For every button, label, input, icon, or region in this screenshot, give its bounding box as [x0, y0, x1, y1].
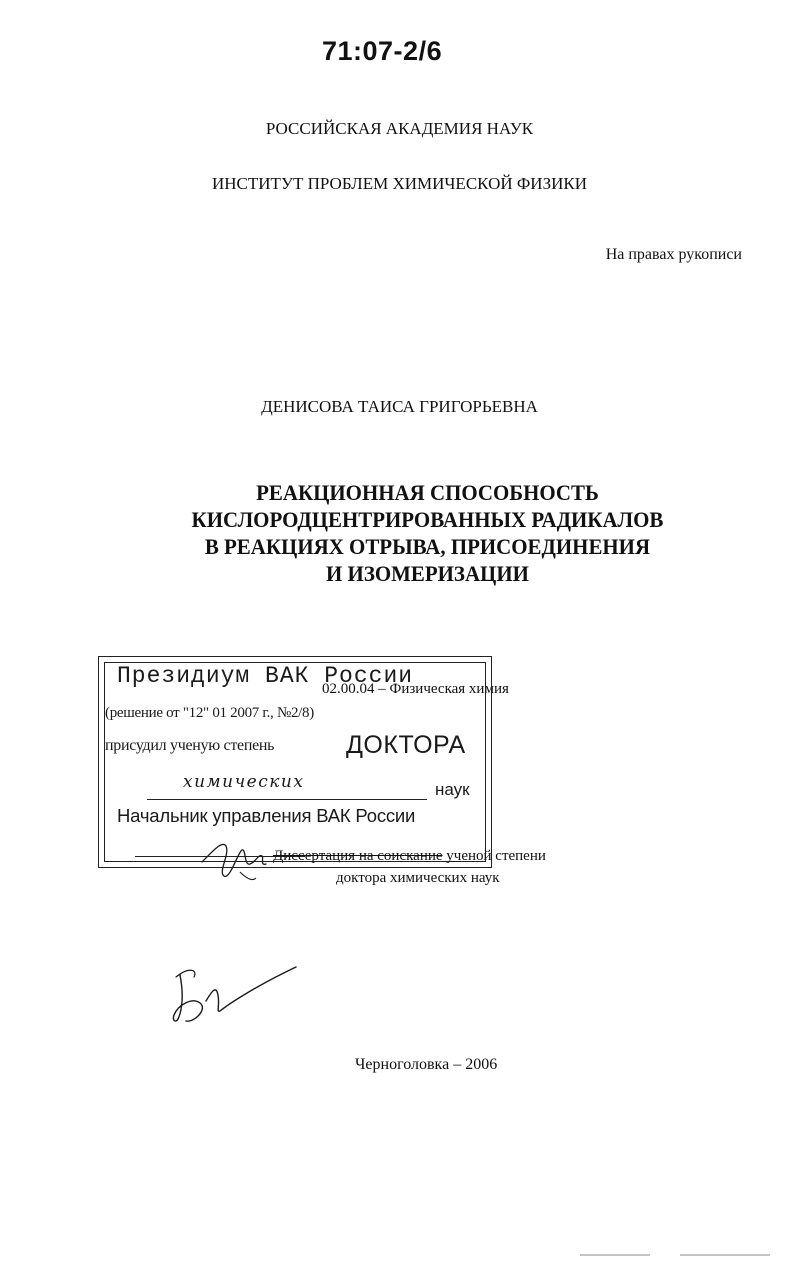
specialty-code: 02.00.04 – Физическая химия — [322, 681, 509, 697]
dissertation-degree-text-struck: Диссертация на соискание — [273, 848, 443, 864]
stamp-signature-mark — [196, 832, 276, 888]
stamp-decision-line: (решение от "12" 01 2007 г., №2/8) — [105, 705, 314, 721]
stamp-inner-frame — [104, 662, 486, 862]
dissertation-title-line: КИСЛОРОДЦЕНТРИРОВАННЫХ РАДИКАЛОВ — [191, 507, 664, 532]
stamp-title: Президиум ВАК России — [117, 663, 414, 689]
dissertation-title-line: В РЕАКЦИЯХ ОТРЫВА, ПРИСОЕДИНЕНИЯ — [204, 534, 651, 559]
stamp-handwritten-science: химических — [183, 772, 305, 792]
city-year: Черноголовка – 2006 — [355, 1056, 498, 1073]
document-reference-code: 71:07-2/6 — [322, 36, 443, 66]
stamp-degree-word: ДОКТОРА — [346, 731, 466, 759]
dissertation-degree-field: доктора химических наук — [336, 870, 500, 886]
dissertation-title-line: И ИЗОМЕРИЗАЦИИ — [326, 561, 529, 586]
stamp-head-line: Начальник управления ВАК России — [117, 805, 416, 826]
dissertation-degree-text: ученой степени — [442, 848, 546, 864]
stamp-science-underline — [147, 799, 427, 800]
scan-artifact-lines — [580, 1250, 780, 1260]
dissertation-degree-line — [273, 848, 546, 865]
organization-name: РОССИЙСКАЯ АКАДЕМИЯ НАУК — [265, 119, 534, 138]
vak-approval-stamp — [98, 656, 492, 868]
stamp-degree-prefix: присудил ученую степень — [105, 737, 275, 754]
institute-name: ИНСТИТУТ ПРОБЛЕМ ХИМИЧЕСКОЙ ФИЗИКИ — [212, 174, 587, 193]
stamp-science-suffix: наук — [435, 780, 470, 799]
author-name: ДЕНИСОВА ТАИСА ГРИГОРЬЕВНА — [261, 397, 538, 416]
dissertation-title-line: РЕАКЦИОННАЯ СПОСОБНОСТЬ — [256, 480, 599, 505]
manuscript-rights-note: На правах рукописи — [605, 246, 742, 263]
author-signature-mark — [158, 955, 303, 1030]
